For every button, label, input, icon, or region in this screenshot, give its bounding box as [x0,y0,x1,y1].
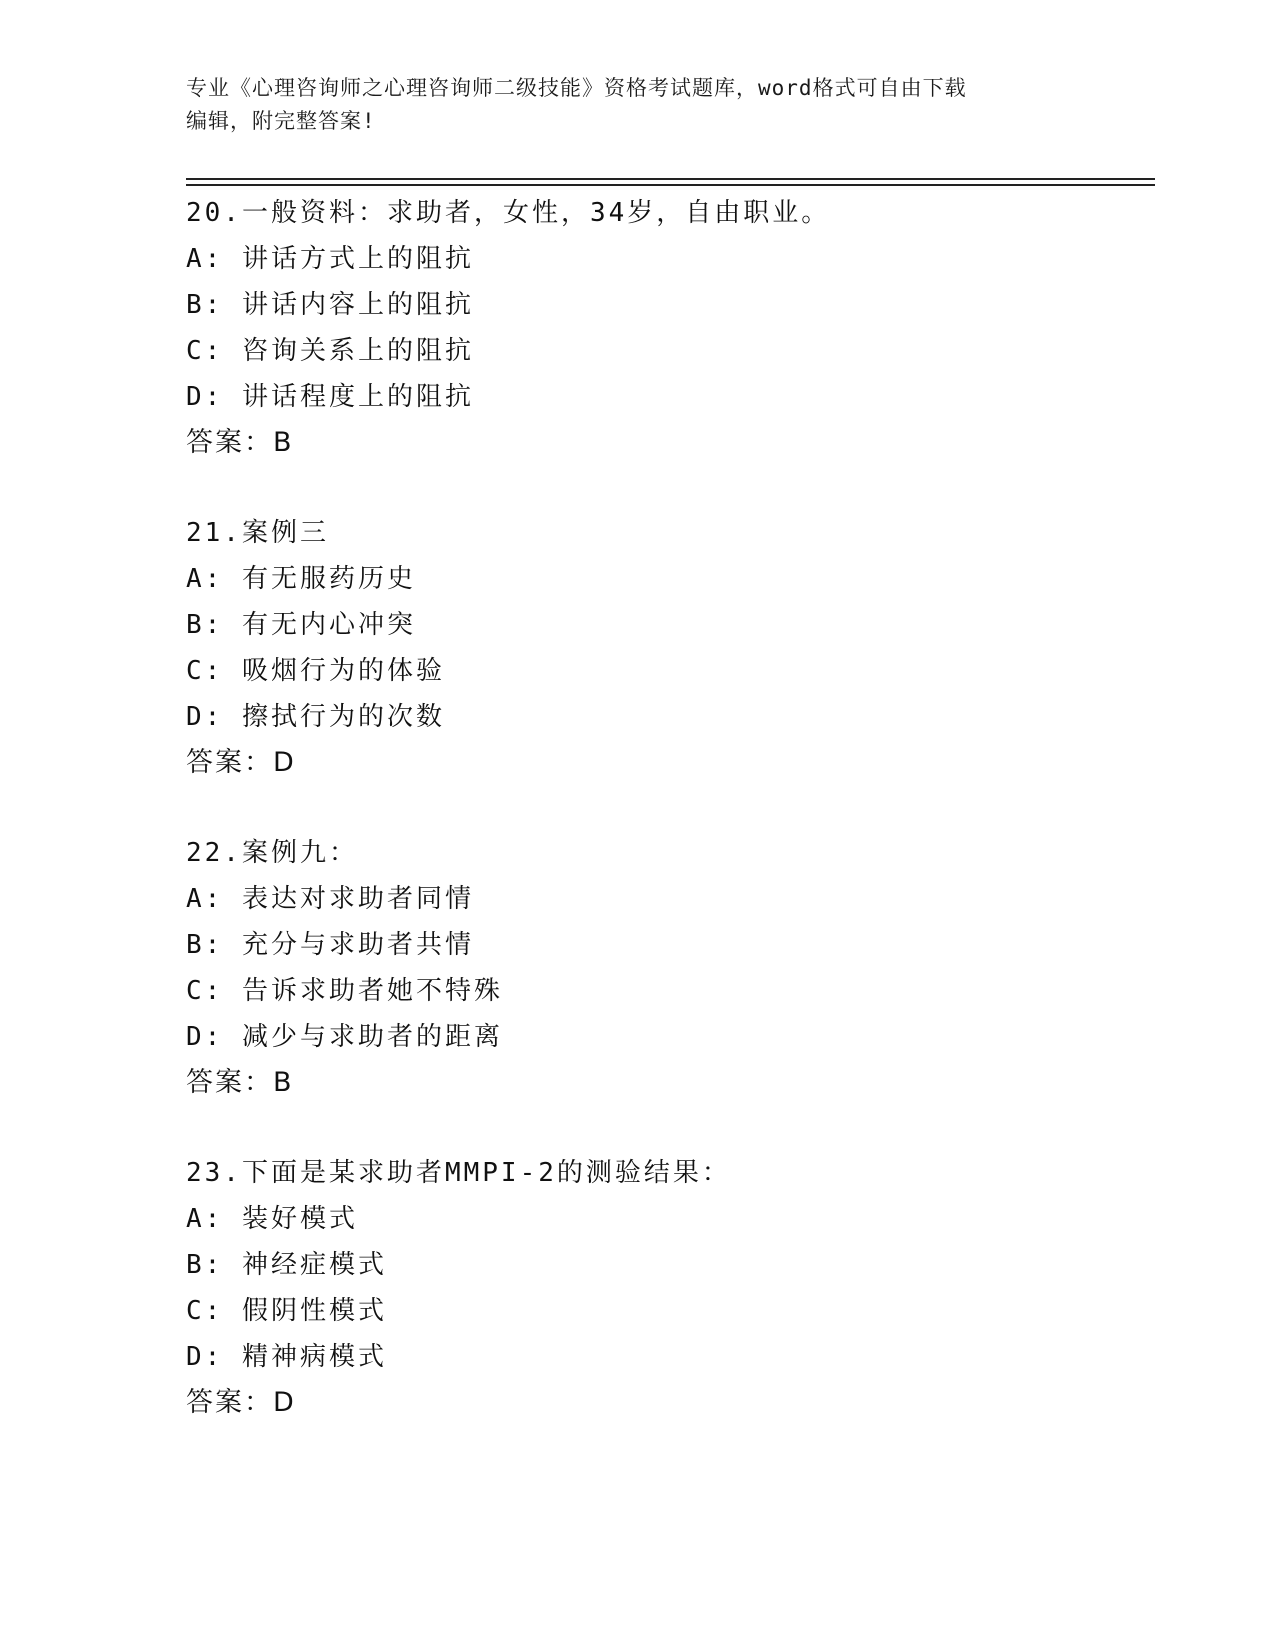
option-c: C: 吸烟行为的体验 [186,656,445,686]
option-a: A: 表达对求助者同情 [186,884,474,914]
option-d: D: 精神病模式 [186,1342,387,1372]
option-d: D: 减少与求助者的距离 [186,1022,503,1052]
question-21 [186,510,1146,786]
option-a: A: 装好模式 [186,1204,358,1234]
header-line-2: 编辑，附完整答案! [186,109,376,133]
option-b: B: 神经症模式 [186,1250,387,1280]
question-list [186,190,1146,1470]
question-stem: 21.案例三 [186,518,329,548]
question-stem: 23.下面是某求助者MMPI-2的测验结果： [186,1158,731,1188]
answer-label: 答案：B [186,427,294,458]
question-22 [186,830,1146,1106]
option-d: D: 讲话程度上的阻抗 [186,382,474,412]
document-header [186,72,1086,138]
option-c: C: 咨询关系上的阻抗 [186,336,474,366]
option-c: C: 假阴性模式 [186,1296,387,1326]
header-divider-top [186,178,1155,180]
option-b: B: 充分与求助者共情 [186,930,474,960]
answer-label: 答案：D [186,1387,296,1418]
header-line-1: 专业《心理咨询师之心理咨询师二级技能》资格考试题库，word格式可自由下载 [186,76,967,100]
question-stem: 22.案例九： [186,838,358,868]
question-stem: 20.一般资料：求助者，女性，34岁，自由职业。 [186,198,831,228]
option-b: B: 讲话内容上的阻抗 [186,290,474,320]
header-divider-bottom [186,184,1155,186]
question-20 [186,190,1146,466]
option-c: C: 告诉求助者她不特殊 [186,976,503,1006]
option-a: A: 讲话方式上的阻抗 [186,244,474,274]
option-b: B: 有无内心冲突 [186,610,416,640]
answer-label: 答案：B [186,1067,294,1098]
option-d: D: 擦拭行为的次数 [186,702,445,732]
answer-label: 答案：D [186,747,296,778]
question-23 [186,1150,1146,1426]
option-a: A: 有无服药历史 [186,564,416,594]
